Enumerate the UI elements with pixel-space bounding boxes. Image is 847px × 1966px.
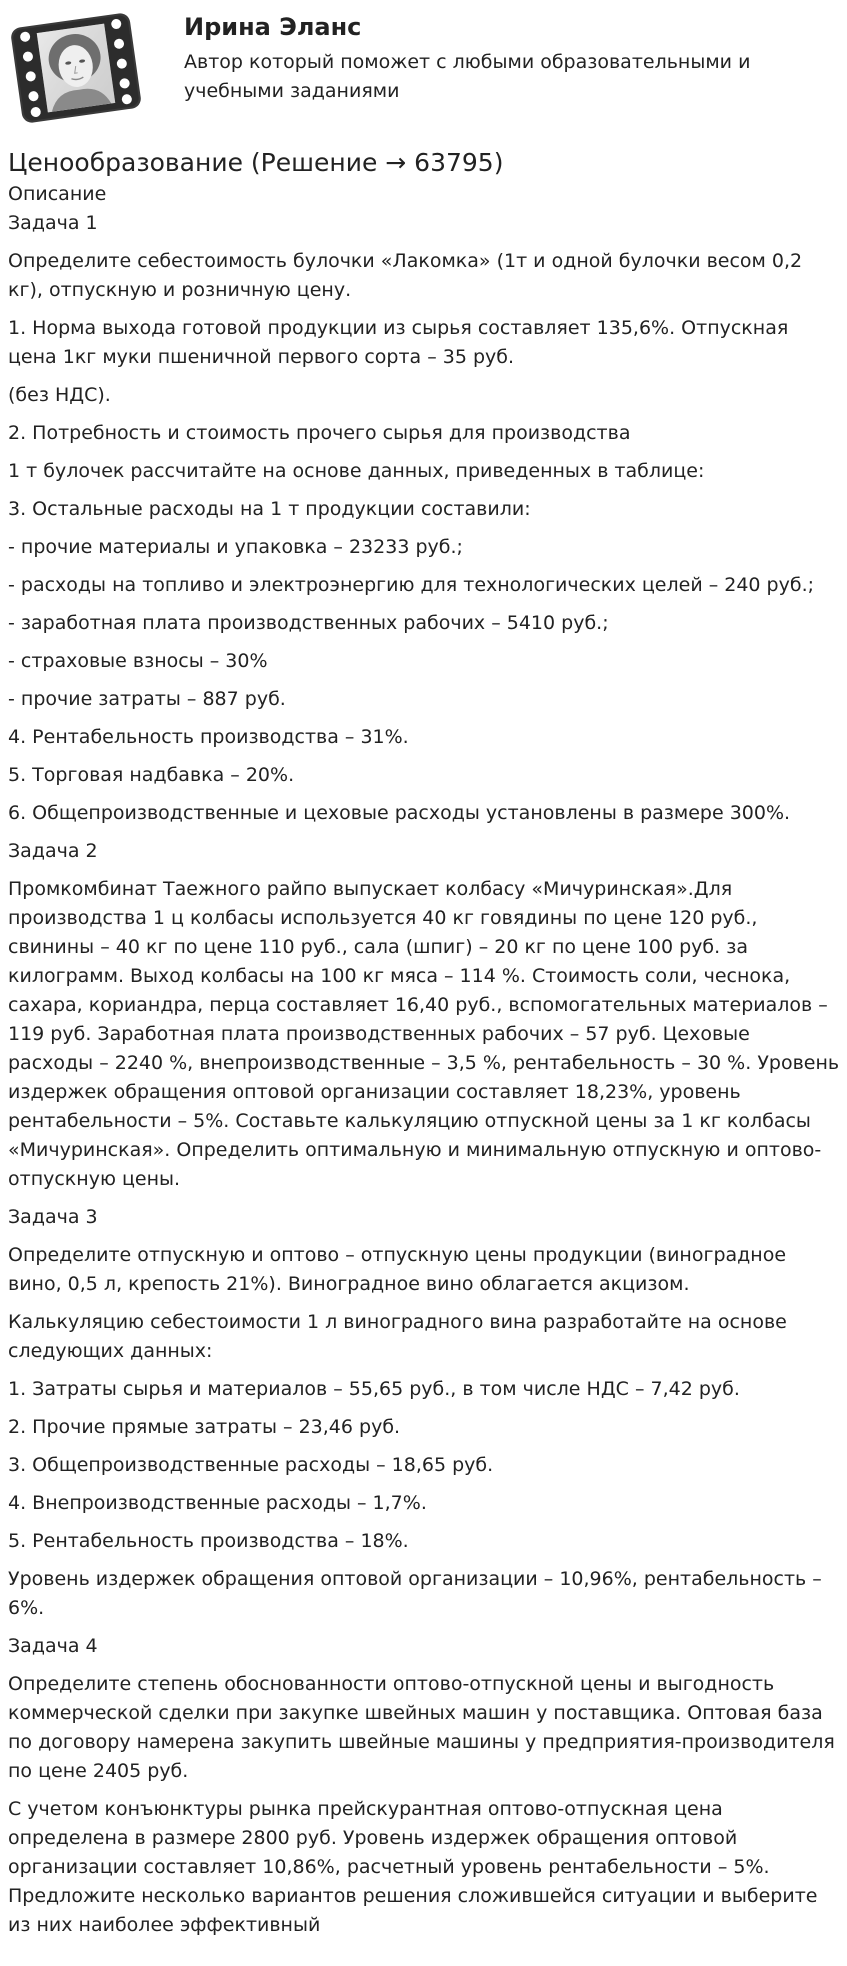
task-paragraph: - прочие затраты – 887 руб. xyxy=(8,688,286,710)
task-paragraph: Промкомбинат Таежного райпо выпускает колбасу «Мичуринская».Для производства 1 ц колбасы используется 40 кг говядины по цене 120 руб., свинины – 40 кг по цене 110 руб., сала (шпиг) – 20 кг по цене 100 руб. за килограмм. Выход колбасы на 100 кг мяса – 114 %. Стоимость соли, чеснока, сахара, кориандра, перца составляет 16,40 руб., вспомогательных материалов – 119 руб. Заработная плата производственных рабочих – 57 руб. Цеховые расходы – 2240 %, внепроизводственные – 3,5 %, рентабельность – 30 %. Уровень издержек обращения оптовой организации составляет 18,23%, уровень рентабельности – 5%. Составьте калькуляцию отпускной цены за 1 кг колбасы «Мичуринская». Определить оптимальную и минимальную отпускную и оптово-отпускную цены. xyxy=(8,878,840,1190)
author-header xyxy=(0,0,847,140)
task-label: Задача 1 xyxy=(8,212,98,234)
task-paragraph: 1. Затраты сырья и материалов – 55,65 руб., в том числе НДС – 7,42 руб. xyxy=(8,1378,740,1400)
task-section xyxy=(8,837,840,1194)
task-paragraph: - страховые взносы – 30% xyxy=(8,650,268,672)
task-paragraph: 1 т булочек рассчитайте на основе данных, приведенных в таблице: xyxy=(8,460,705,482)
task-paragraph: 6. Общепроизводственные и цеховые расходы установлены в размере 300%. xyxy=(8,802,791,824)
task-paragraph: С учетом конъюнктуры рынка прейскурантная оптово-отпускная цена определена в размере 2800 руб. Уровень издержек обращения оптовой организации составляет 10,86%, расчетный уровень рентабельности – 5%. Предложите несколько вариантов решения сложившейся ситуации и выберите из них наиболее эффективный xyxy=(8,1798,818,1936)
task-paragraph: 3. Общепроизводственные расходы – 18,65 руб. xyxy=(8,1454,494,1476)
task-paragraph: (без НДС). xyxy=(8,384,111,406)
task-section xyxy=(8,1203,840,1623)
task-paragraph: 1. Норма выхода готовой продукции из сырья составляет 135,6%. Отпускная цена 1кг муки пшеничной первого сорта – 35 руб. xyxy=(8,317,789,368)
order-content xyxy=(8,146,840,1949)
author-name[interactable]: Ирина Эланс xyxy=(184,13,362,41)
avatar xyxy=(6,6,146,130)
task-paragraph: - прочие материалы и упаковка – 23233 руб.; xyxy=(8,536,463,558)
task-paragraph: 3. Остальные расходы на 1 т продукции составили: xyxy=(8,498,531,520)
task-paragraph: Определите себестоимость булочки «Лакомка» (1т и одной булочки весом 0,2 кг), отпускную и розничную цену. xyxy=(8,250,803,301)
task-paragraph: - расходы на топливо и электроэнергию для технологических целей – 240 руб.; xyxy=(8,574,815,596)
task-section xyxy=(8,1632,840,1940)
task-paragraph: 2. Потребность и стоимость прочего сырья для производства xyxy=(8,422,631,444)
author-description: Автор который поможет с любыми образовательными и учебными заданиями xyxy=(184,51,751,102)
task-paragraph: 5. Торговая надбавка – 20%. xyxy=(8,764,295,786)
task-paragraph: 4. Рентабельность производства – 31%. xyxy=(8,726,409,748)
task-label: Задача 4 xyxy=(8,1635,98,1657)
task-paragraph: - заработная плата производственных рабочих – 5410 руб.; xyxy=(8,612,609,634)
page-title: Ценообразование (Решение → 63795) xyxy=(8,148,504,177)
task-paragraph: 5. Рентабельность производства – 18%. xyxy=(8,1530,409,1552)
task-paragraph: 2. Прочие прямые затраты – 23,46 руб. xyxy=(8,1416,401,1438)
avatar-film-frame-icon xyxy=(6,6,146,130)
task-label: Задача 3 xyxy=(8,1206,98,1228)
task-section xyxy=(8,209,840,828)
task-label: Задача 2 xyxy=(8,840,98,862)
task-paragraph: Калькуляцию себестоимости 1 л виноградного вина разработайте на основе следующих данных: xyxy=(8,1311,787,1362)
task-paragraph: 4. Внепроизводственные расходы – 1,7%. xyxy=(8,1492,427,1514)
task-paragraph: Определите отпускную и оптово – отпускную цены продукции (виноградное вино, 0,5 л, крепость 21%). Виноградное вино облагается акцизом. xyxy=(8,1244,787,1295)
task-paragraph: Определите степень обоснованности оптово-отпускной цены и выгодность коммерческой сделки при закупке швейных машин у поставщика. Оптовая база по договору намерена закупить швейные машины у предприятия-производителя по цене 2405 руб. xyxy=(8,1673,835,1782)
task-paragraph: Уровень издержек обращения оптовой организации – 10,96%, рентабельность – 6%. xyxy=(8,1568,822,1619)
task-list xyxy=(8,209,840,1940)
description-label: Описание xyxy=(8,183,107,205)
